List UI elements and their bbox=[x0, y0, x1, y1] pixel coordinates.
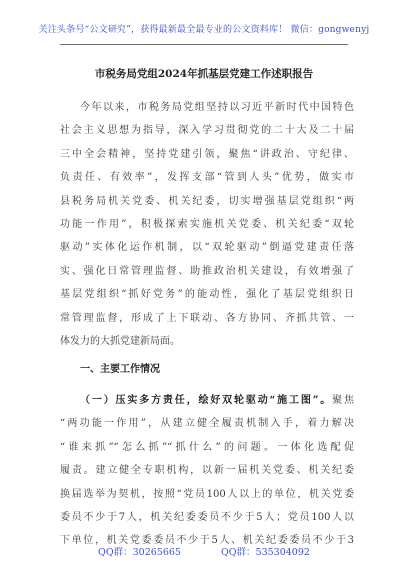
paragraph-line: “谁来抓”“怎么抓”“抓什么”的问题。一体化选配促 bbox=[60, 441, 354, 453]
sub-heading: （一）压实多方责任，绘好双轮驱动“施工图”。 bbox=[80, 394, 333, 406]
qq-footer bbox=[0, 544, 408, 558]
paragraph-line: 下单位，机关党委委员不少于5人、机关纪委委员不少于3 bbox=[60, 535, 354, 547]
sub-heading-rest: 聚焦 bbox=[332, 394, 354, 406]
paragraph-line: 三中全会精神，坚持党建引领，聚焦“讲政治、守纪律、 bbox=[60, 148, 354, 160]
document-title: 市税务局党组2024年抓基层党建工作述职报告 bbox=[94, 68, 314, 80]
paragraph-line: 今年以来，市税务局党组坚持以习近平新时代中国特色 bbox=[80, 102, 354, 113]
intro-paragraph bbox=[60, 96, 354, 353]
paragraph-line bbox=[60, 389, 354, 412]
paragraph-line: 社会主义思想为指导，深入学习贯彻党的二十大及二十届 bbox=[60, 125, 354, 137]
paragraph-line: 委员不少于7人，机关纪委委员不少于5人；党员100人以 bbox=[60, 511, 354, 523]
section-paragraph bbox=[60, 389, 354, 553]
paragraph-line: 驱动”实体化运作机制，以“双轮驱动”倒逼党建责任落 bbox=[60, 242, 354, 254]
paragraph-line: 基层党组织“抓好党务”的能动性，强化了基层党组织日 bbox=[60, 289, 354, 301]
paragraph-line: 功能一作用”，积极探索实施机关党委、机关纪委“双轮 bbox=[60, 219, 354, 231]
paragraph-line: 常管理监督，形成了上下联动、各方协同、齐抓共管、一 bbox=[60, 312, 354, 324]
section-heading: 一、主要工作情况 bbox=[80, 364, 160, 376]
paragraph-line: 县税务局机关党委、机关纪委，切实增强基层党组织“两 bbox=[60, 195, 354, 207]
paragraph-line: 换届选举为契机，按照“党员100人以上的单位，机关党委 bbox=[60, 488, 354, 500]
paragraph-line: 体发力的大抓党建新局面。 bbox=[60, 336, 180, 348]
qq-group-1: QQ群：30265665 bbox=[98, 547, 181, 558]
qq-group-2: QQ群：535304092 bbox=[220, 547, 310, 558]
paragraph-line: 实、强化日常管理监督、助推政治机关建设，有效增强了 bbox=[60, 265, 354, 277]
paragraph-line: 负责任、有效率”，发挥支部“管到人头”优势，做实市 bbox=[60, 172, 354, 184]
paragraph-line: “两功能一作用”，从建立健全履责机制入手，着力解决 bbox=[60, 418, 354, 430]
promo-banner: 关注头条号“公文研究”，获得最新最全最专业的公文资料库！ 微信：gongwenyj bbox=[38, 25, 370, 35]
banner-divider bbox=[60, 44, 348, 45]
paragraph-line: 履责。建立健全专职机构，以新一届机关党委、机关纪委 bbox=[60, 465, 354, 477]
document-body bbox=[60, 96, 354, 553]
